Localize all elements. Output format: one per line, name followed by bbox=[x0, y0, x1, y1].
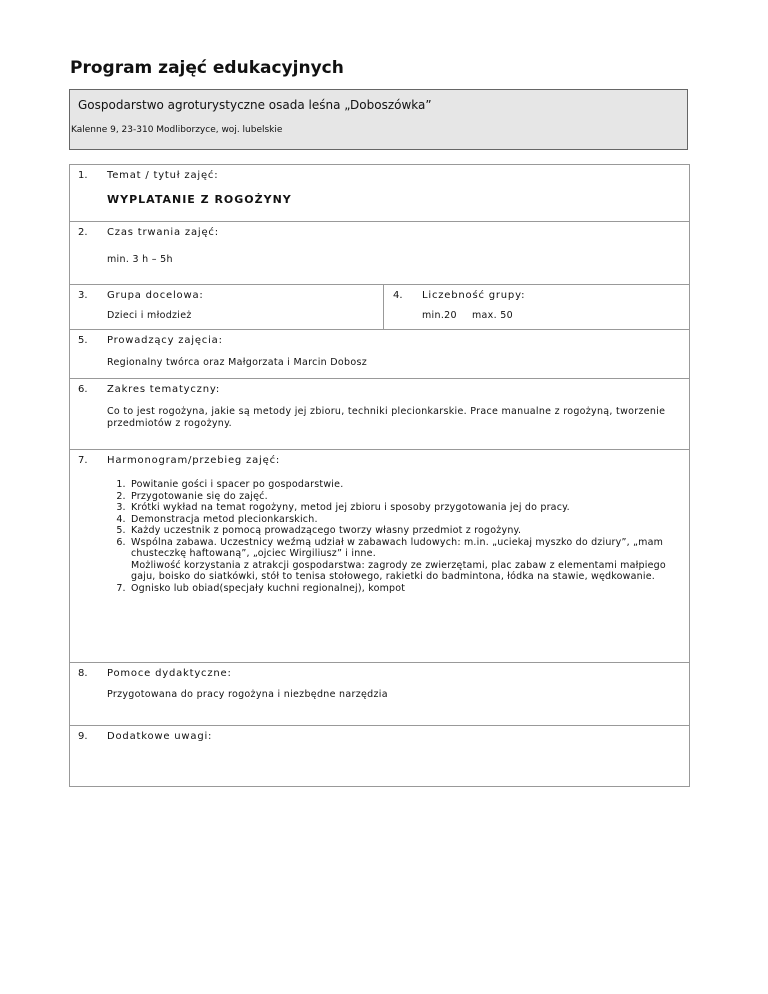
column-divider bbox=[383, 285, 384, 329]
list-item: 4. Demonstracja metod plecionkarskich. bbox=[129, 514, 674, 526]
list-item: 5. Każdy uczestnik z pomocą prowadzącego tworzy własny przedmiot z rogożyny. bbox=[129, 525, 674, 537]
section-number: 5. bbox=[78, 335, 88, 346]
section-number: 3. bbox=[78, 290, 88, 301]
duration-value: min. 3 h – 5h bbox=[107, 254, 173, 265]
section-group bbox=[70, 285, 689, 330]
scope-value: Co to jest rogożyna, jakie są metody jej zbioru, techniki plecionkarskie. Prace manualne z rogożyną, tworzenie przedmiotów z rogożyny. bbox=[107, 406, 666, 429]
target-group-value: Dzieci i młodzież bbox=[107, 310, 192, 321]
section-label: Harmonogram/przebieg zajęć: bbox=[107, 455, 281, 466]
schedule-list bbox=[107, 479, 674, 594]
header-box bbox=[69, 89, 688, 150]
group-size-max: max. 50 bbox=[472, 310, 513, 321]
group-size-min: min.20 bbox=[422, 310, 457, 321]
section-teaching-aids bbox=[70, 663, 689, 726]
teaching-aids-value: Przygotowana do pracy rogożyna i niezbędne narzędzia bbox=[107, 689, 388, 700]
section-notes bbox=[70, 726, 689, 786]
list-item: 7. Ognisko lub obiad(specjały kuchni regionalnej), kompot bbox=[129, 583, 674, 595]
list-item: 3. Krótki wykład na temat rogożyny, metod jej zbioru i sposoby przygotowania jej do pracy. bbox=[129, 502, 674, 514]
section-number: 9. bbox=[78, 731, 88, 742]
section-label: Dodatkowe uwagi: bbox=[107, 731, 213, 742]
organization-address: Kalenne 9, 23-310 Modliborzyce, woj. lubelskie bbox=[71, 125, 283, 135]
section-label: Zakres tematyczny: bbox=[107, 384, 221, 395]
section-scope bbox=[70, 379, 689, 450]
section-number: 8. bbox=[78, 668, 88, 679]
instructor-value: Regionalny twórca oraz Małgorzata i Marcin Dobosz bbox=[107, 357, 367, 368]
section-topic bbox=[70, 165, 689, 222]
section-label: Grupa docelowa: bbox=[107, 290, 204, 301]
section-label: Pomoce dydaktyczne: bbox=[107, 668, 232, 679]
section-label: Temat / tytuł zajęć: bbox=[107, 170, 219, 181]
section-number: 6. bbox=[78, 384, 88, 395]
section-label: Czas trwania zajęć: bbox=[107, 227, 219, 238]
list-item-extra: Możliwość korzystania z atrakcji gospodarstwa: zagrody ze zwierzętami, plac zabaw z elementami małpiego gaju, boisko do siatkówki, stół to tenisa stołowego, rakietki do badmintona, łódka na stawie, wędkowanie. bbox=[131, 559, 666, 582]
section-label: Prowadzący zajęcia: bbox=[107, 335, 223, 346]
list-item bbox=[129, 537, 674, 583]
topic-value: WYPLATANIE Z ROGOŻYNY bbox=[107, 193, 292, 206]
section-number: 2. bbox=[78, 227, 88, 238]
page-title: Program zajęć edukacyjnych bbox=[70, 58, 344, 78]
program-form bbox=[69, 164, 690, 787]
list-item-text: Wspólna zabawa. Uczestnicy weźmą udział w zabawach ludowych: m.in. „uciekaj myszko do dziury”, „mam chusteczkę haftowaną”, „ojciec Wirgiliusz” i inne. bbox=[131, 536, 664, 559]
section-number: 1. bbox=[78, 170, 88, 181]
list-item: 1. Powitanie gości i spacer po gospodarstwie. bbox=[129, 479, 674, 491]
section-instructor bbox=[70, 330, 689, 379]
list-item: 2. Przygotowanie się do zajęć. bbox=[129, 491, 674, 503]
section-number: 7. bbox=[78, 455, 88, 466]
organization-name: Gospodarstwo agroturystyczne osada leśna „Doboszówka” bbox=[78, 98, 432, 112]
section-number: 4. bbox=[393, 290, 403, 301]
section-duration bbox=[70, 222, 689, 285]
section-schedule bbox=[70, 450, 689, 663]
section-label: Liczebność grupy: bbox=[422, 290, 526, 301]
